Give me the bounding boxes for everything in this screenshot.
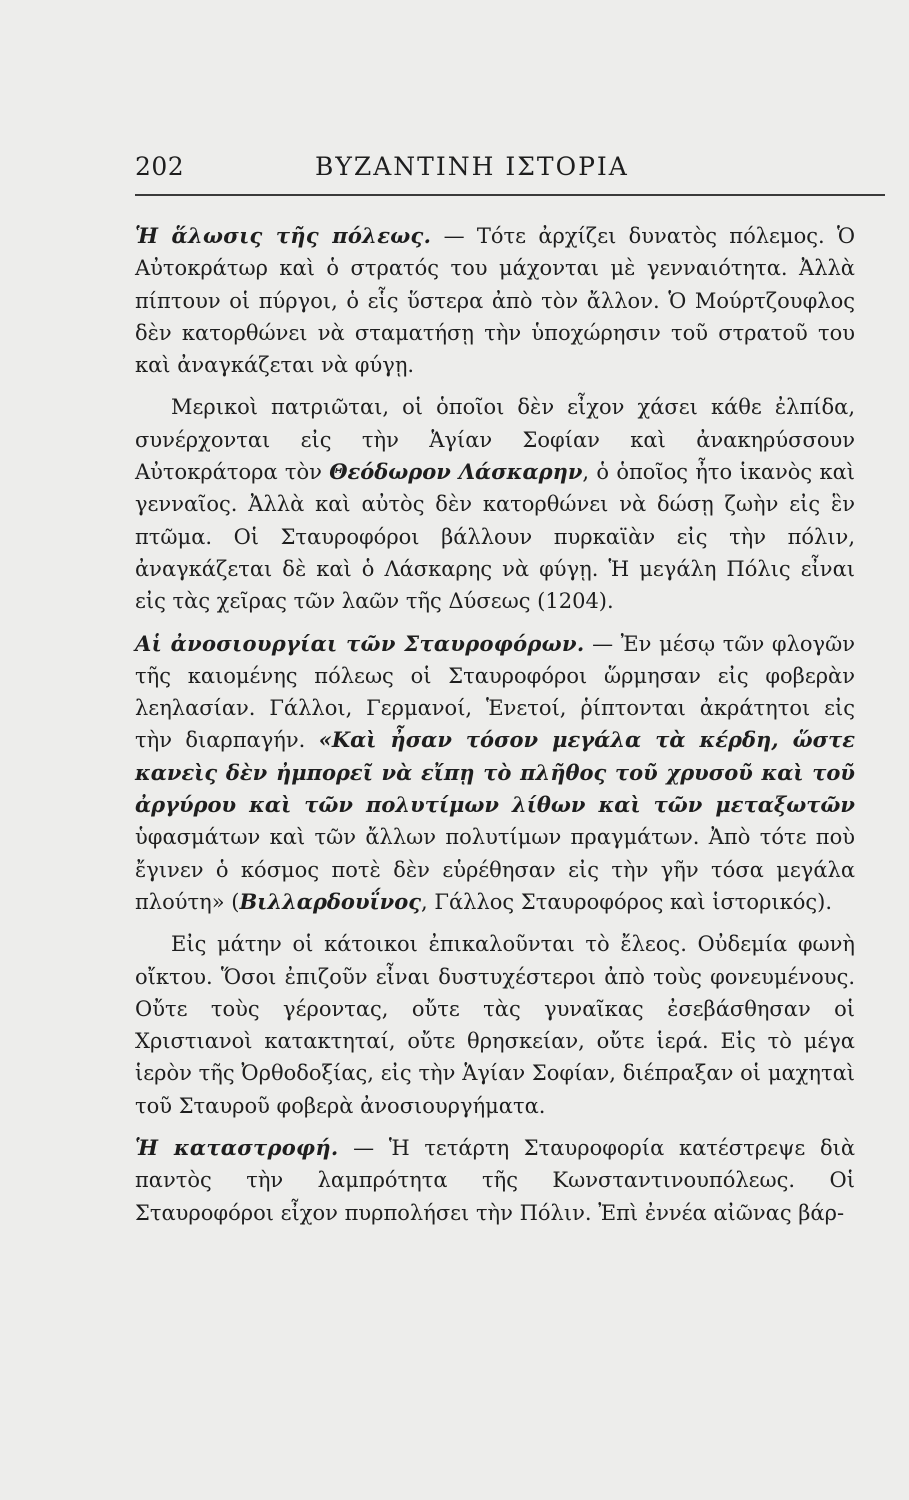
paragraph-text: — Τότε ἀρχίζει δυνατὸς πόλεμος. Ὁ Αὐτοκράτωρ καὶ ὁ στρατός του μάχονται μὲ γενναιότητα. Ἀλλὰ πίπτουν οἱ πύργοι, ὁ εἷς ὕστερα ἀπὸ τὸν ἄλλον. Ὁ Μούρτζουφλος δὲν κατορθώνει νὰ σταματήσῃ τὴν ὑποχώρησιν τοῦ στρατοῦ του καὶ ἀναγκάζεται νὰ φύγῃ. [135, 224, 856, 378]
paragraph-crusader-atrocities [135, 628, 855, 919]
running-title: ΒΥΖΑΝΤΙΝΗ ΙΣΤΟΡΙΑ [315, 152, 629, 181]
paragraph-destruction [135, 1132, 855, 1229]
paragraph-patriots [135, 391, 855, 617]
paragraph-text: , Γάλλος Σταυροφόρος καὶ ἱστορικός). [421, 889, 833, 914]
paragraph-text: ὑφασμάτων καὶ τῶν ἄλλων πολυτίμων πραγμάτων. Ἀπὸ τότε ποὺ ἔγινεν ὁ κόσμος ποτὲ δὲν εὑρέθησαν εἰς τὴν γῆν τόσα μεγάλα πλούτη» ( [135, 825, 855, 914]
paragraph-text: , ὁ ὁποῖος ἦτο ἱκανὸς καὶ γενναῖος. Ἀλλὰ καὶ αὐτὸς δὲν κατορθώνει νὰ δώσῃ ζωὴν εἰς ἓν πτῶμα. Οἱ Σταυροφόροι βάλλουν πυρκαϊὰν εἰς τὴν πόλιν, ἀναγκάζεται δὲ καὶ ὁ Λάσκαρης νὰ φύγῃ. Ἡ μεγάλη Πόλις εἶναι εἰς τὰς χεῖρας τῶν λαῶν τῆς Δύσεως (1204). [135, 460, 855, 614]
paragraph-text: Εἰς μάτην οἱ κάτοικοι ἐπικαλοῦνται τὸ ἔλεος. Οὐδεμία φωνὴ οἴκτου. Ὅσοι ἐπιζοῦν εἶναι δυστυχέστεροι ἀπὸ τοὺς φονευμένους. Οὔτε τοὺς γέροντας, οὔτε τὰς γυναῖκας ἐσεβάσθησαν οἱ Χριστιανοὶ κατακτηταί, οὔτε θρησκείαν, οὔτε ἱερά. Εἰς τὸ μέγα ἱερὸν τῆς Ὀρθοδοξίας, εἰς τὴν Ἁγίαν Σοφίαν, διέπραξαν οἱ μαχηταὶ τοῦ Σταυροῦ φοβερὰ ἀνοσιουργήματα. [135, 932, 855, 1118]
paragraph-text: Μερικοὶ πατριῶται, οἱ ὁποῖοι δὲν εἶχον χάσει κάθε ἐλπίδα, συνέρχονται εἰς τὴν Ἁγίαν Σοφίαν καὶ ἀνακηρύσσουν Αὐτοκράτορα τὸν [135, 395, 855, 485]
paragraph-text: — Ἐν μέσῳ τῶν φλογῶν τῆς καιομένης πόλεως οἱ Σταυροφόροι ὥρμησαν εἰς φοβερὰν λεηλασίαν. Γάλλοι, Γερμανοί, Ἑνετοί, ῥίπτονται ἀκράτητοι εἰς τὴν διαρπαγήν. [135, 631, 855, 753]
body-text [135, 220, 855, 1239]
emphasized-name-laskaris: Θεόδωρον Λάσκαρην [329, 459, 583, 485]
emphasized-author-villehardouin: Βιλλαρδουΐνος [239, 888, 422, 914]
page-header [135, 150, 885, 196]
section-heading-atrocities: Αἱ ἀνοσιουργίαι τῶν Σταυροφόρων. [135, 630, 585, 656]
page-number: 202 [135, 152, 185, 181]
paragraph-text: — Ἡ τετάρτη Σταυροφορία κατέστρεψε διὰ παντὸς τὴν λαμπρότητα τῆς Κωνσταντινουπόλεως. Οἱ Σταυροφόροι εἶχον πυρπολήσει τὴν Πόλιν. Ἐπὶ ἐννέα αἰῶνας βάρ- [135, 1136, 856, 1225]
paragraph-no-mercy [135, 928, 855, 1122]
section-heading-destruction: Ἡ καταστροφή. [135, 1135, 339, 1161]
section-heading-capture: Ἡ ἅλωσις τῆς πόλεως. [135, 223, 432, 248]
paragraph-capture-of-city [135, 220, 855, 381]
emphasized-quote: «Καὶ ἦσαν τόσον μεγάλα τὰ κέρδη, ὥστε κανεὶς δὲν ἠμπορεῖ νὰ εἴπῃ τὸ πλῆθος τοῦ χρυσοῦ καὶ τοῦ ἀργύρου καὶ τῶν πολυτίμων λίθων καὶ τῶν μεταξωτῶν [135, 727, 855, 818]
